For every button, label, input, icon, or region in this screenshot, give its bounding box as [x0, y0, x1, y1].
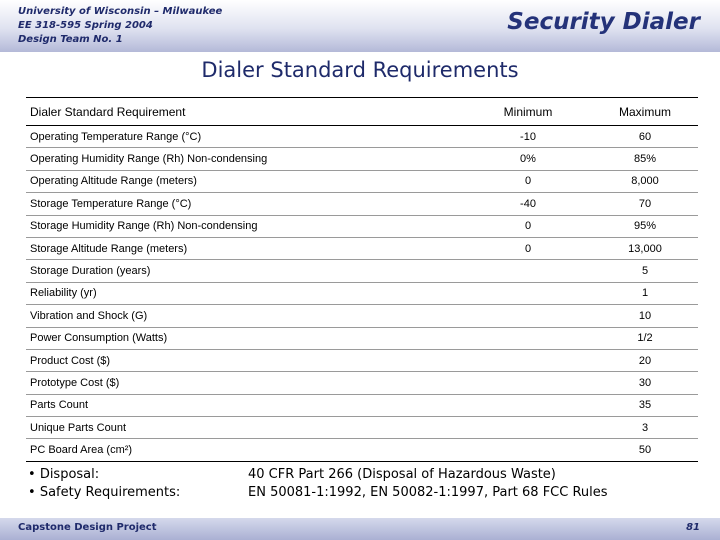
maximum-cell: 10: [592, 305, 698, 327]
minimum-cell: 0%: [464, 148, 592, 170]
maximum-cell: 1: [592, 282, 698, 304]
table-row: [26, 305, 698, 327]
requirement-cell: Storage Humidity Range (Rh) Non-condensing: [26, 215, 464, 237]
note-value-safety: EN 50081-1:1992, EN 50082-1:1997, Part 68 FCC Rules: [248, 485, 608, 500]
requirement-cell: Prototype Cost ($): [26, 372, 464, 394]
minimum-cell: [464, 394, 592, 416]
table-row: [26, 327, 698, 349]
requirement-cell: PC Board Area (cm²): [26, 439, 464, 461]
maximum-cell: 13,000: [592, 237, 698, 259]
requirement-cell: Product Cost ($): [26, 349, 464, 371]
requirement-cell: Storage Altitude Range (meters): [26, 237, 464, 259]
minimum-cell: [464, 417, 592, 439]
maximum-cell: 70: [592, 193, 698, 215]
footer-project-name: Capstone Design Project: [18, 522, 157, 533]
table-row: [26, 417, 698, 439]
note-value-disposal: 40 CFR Part 266 (Disposal of Hazardous Waste): [248, 467, 556, 482]
maximum-cell: 8,000: [592, 170, 698, 192]
requirement-cell: Storage Temperature Range (°C): [26, 193, 464, 215]
maximum-cell: 35: [592, 394, 698, 416]
maximum-cell: 85%: [592, 148, 698, 170]
minimum-cell: -10: [464, 126, 592, 148]
table-row: [26, 126, 698, 148]
requirement-cell: Parts Count: [26, 394, 464, 416]
course-line-university: University of Wisconsin – Milwaukee: [18, 6, 223, 17]
minimum-cell: [464, 439, 592, 461]
minimum-cell: [464, 305, 592, 327]
header-requirement: Dialer Standard Requirement: [26, 98, 464, 126]
table-row: [26, 439, 698, 461]
maximum-cell: 5: [592, 260, 698, 282]
maximum-cell: 3: [592, 417, 698, 439]
minimum-cell: 0: [464, 170, 592, 192]
notes-values: [248, 466, 608, 502]
requirement-cell: Operating Temperature Range (°C): [26, 126, 464, 148]
minimum-cell: [464, 260, 592, 282]
note-label-disposal: [28, 466, 180, 484]
requirement-cell: Reliability (yr): [26, 282, 464, 304]
note-label-text: Safety Requirements:: [39, 485, 181, 500]
bullet-icon: •: [28, 485, 40, 500]
table-row: [26, 215, 698, 237]
minimum-cell: [464, 372, 592, 394]
table-row: [26, 193, 698, 215]
minimum-cell: -40: [464, 193, 592, 215]
table-row: [26, 237, 698, 259]
bullet-icon: •: [28, 467, 40, 482]
slide-title: Dialer Standard Requirements: [201, 58, 519, 82]
requirement-cell: Vibration and Shock (G): [26, 305, 464, 327]
course-line-course: EE 318-595 Spring 2004: [18, 20, 153, 31]
header-maximum: Maximum: [592, 98, 698, 126]
maximum-cell: 20: [592, 349, 698, 371]
table-row: [26, 349, 698, 371]
brand-title: Security Dialer: [507, 9, 700, 35]
header-minimum: Minimum: [464, 98, 592, 126]
table-header-row: [26, 98, 698, 126]
maximum-cell: 50: [592, 439, 698, 461]
notes-labels: [28, 466, 180, 502]
maximum-cell: 1/2: [592, 327, 698, 349]
table-row: [26, 282, 698, 304]
maximum-cell: 30: [592, 372, 698, 394]
table-row: [26, 394, 698, 416]
table-row: [26, 372, 698, 394]
course-line-team: Design Team No. 1: [18, 34, 123, 45]
requirement-cell: Unique Parts Count: [26, 417, 464, 439]
maximum-cell: 95%: [592, 215, 698, 237]
note-label-text: Disposal:: [39, 467, 100, 482]
table-row: [26, 148, 698, 170]
minimum-cell: [464, 282, 592, 304]
requirement-cell: Operating Humidity Range (Rh) Non-condensing: [26, 148, 464, 170]
minimum-cell: 0: [464, 237, 592, 259]
requirement-cell: Power Consumption (Watts): [26, 327, 464, 349]
table-row: [26, 260, 698, 282]
requirement-cell: Storage Duration (years): [26, 260, 464, 282]
minimum-cell: 0: [464, 215, 592, 237]
requirement-cell: Operating Altitude Range (meters): [26, 170, 464, 192]
table-row: [26, 170, 698, 192]
page-number: 81: [686, 522, 700, 533]
note-label-safety: [28, 484, 180, 502]
minimum-cell: [464, 349, 592, 371]
course-info: [18, 5, 222, 47]
maximum-cell: 60: [592, 126, 698, 148]
requirements-table: [26, 97, 698, 462]
minimum-cell: [464, 327, 592, 349]
